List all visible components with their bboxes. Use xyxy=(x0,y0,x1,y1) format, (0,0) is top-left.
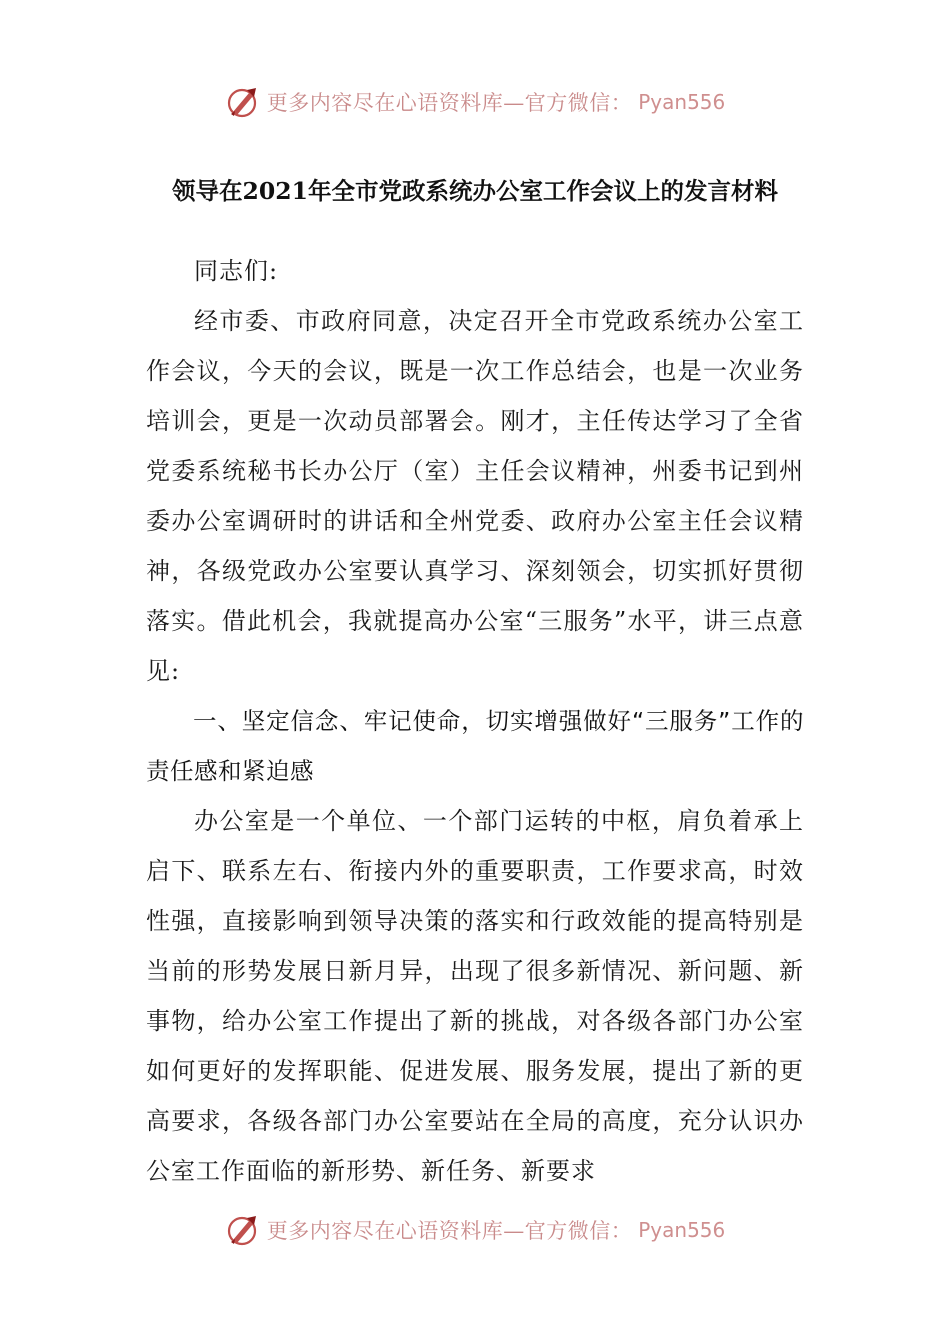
section-1-paragraph: 办公室是一个单位、一个部门运转的中枢，肩负着承上启下、联系左右、衔接内外的重要职责，工作要求高，时效性强，直接影响到领导决策的落实和行政效能的提高特别是当前的形势发展日新月异，出现了很多新情况、新问题、新事物，给办公室工作提出了新的挑战，对各级各部门办公室如何更好的发挥职能、促进发展、服务发展，提出了新的更高要求，各级各部门办公室要站在全局的高度，充分认识办公室工作面临的新形势、新任务、新要求 xyxy=(146,807,804,1185)
intro-paragraph: 经市委、市政府同意，决定召开全市党政系统办公室工作会议，今天的会议，既是一次工作总结会，也是一次业务培训会，更是一次动员部署会。刚才，主任传达学习了全省党委系统秘书长办公厅（室）主任会议精神，州委书记到州委办公室调研时的讲话和全州党委、政府办公室主任会议精神，各级党政办公室要认真学习、深刻领会，切实抓好贯彻落实。借此机会，我就提高办公室“三服务”水平，讲三点意见: xyxy=(146,307,804,685)
watermark-header xyxy=(0,82,950,122)
section-heading-1: 一、坚定信念、牢记使命，切实增强做好“三服务”工作的责任感和紧迫感 xyxy=(146,707,804,785)
document-body xyxy=(146,246,804,1196)
pen-logo-icon xyxy=(225,1212,261,1248)
watermark-text: 更多内容尽在心语资料库—官方微信： xyxy=(266,1219,633,1243)
watermark-footer xyxy=(0,1210,950,1250)
watermark-wechat-id: Pyan556 xyxy=(638,1218,726,1242)
salutation: 同志们: xyxy=(194,257,279,285)
document-title: 领导在2021年全市党政系统办公室工作会议上的发言材料 xyxy=(172,177,778,205)
watermark-text: 更多内容尽在心语资料库—官方微信： xyxy=(266,91,633,115)
pen-logo-icon xyxy=(225,84,261,120)
watermark-wechat-id: Pyan556 xyxy=(638,90,726,114)
